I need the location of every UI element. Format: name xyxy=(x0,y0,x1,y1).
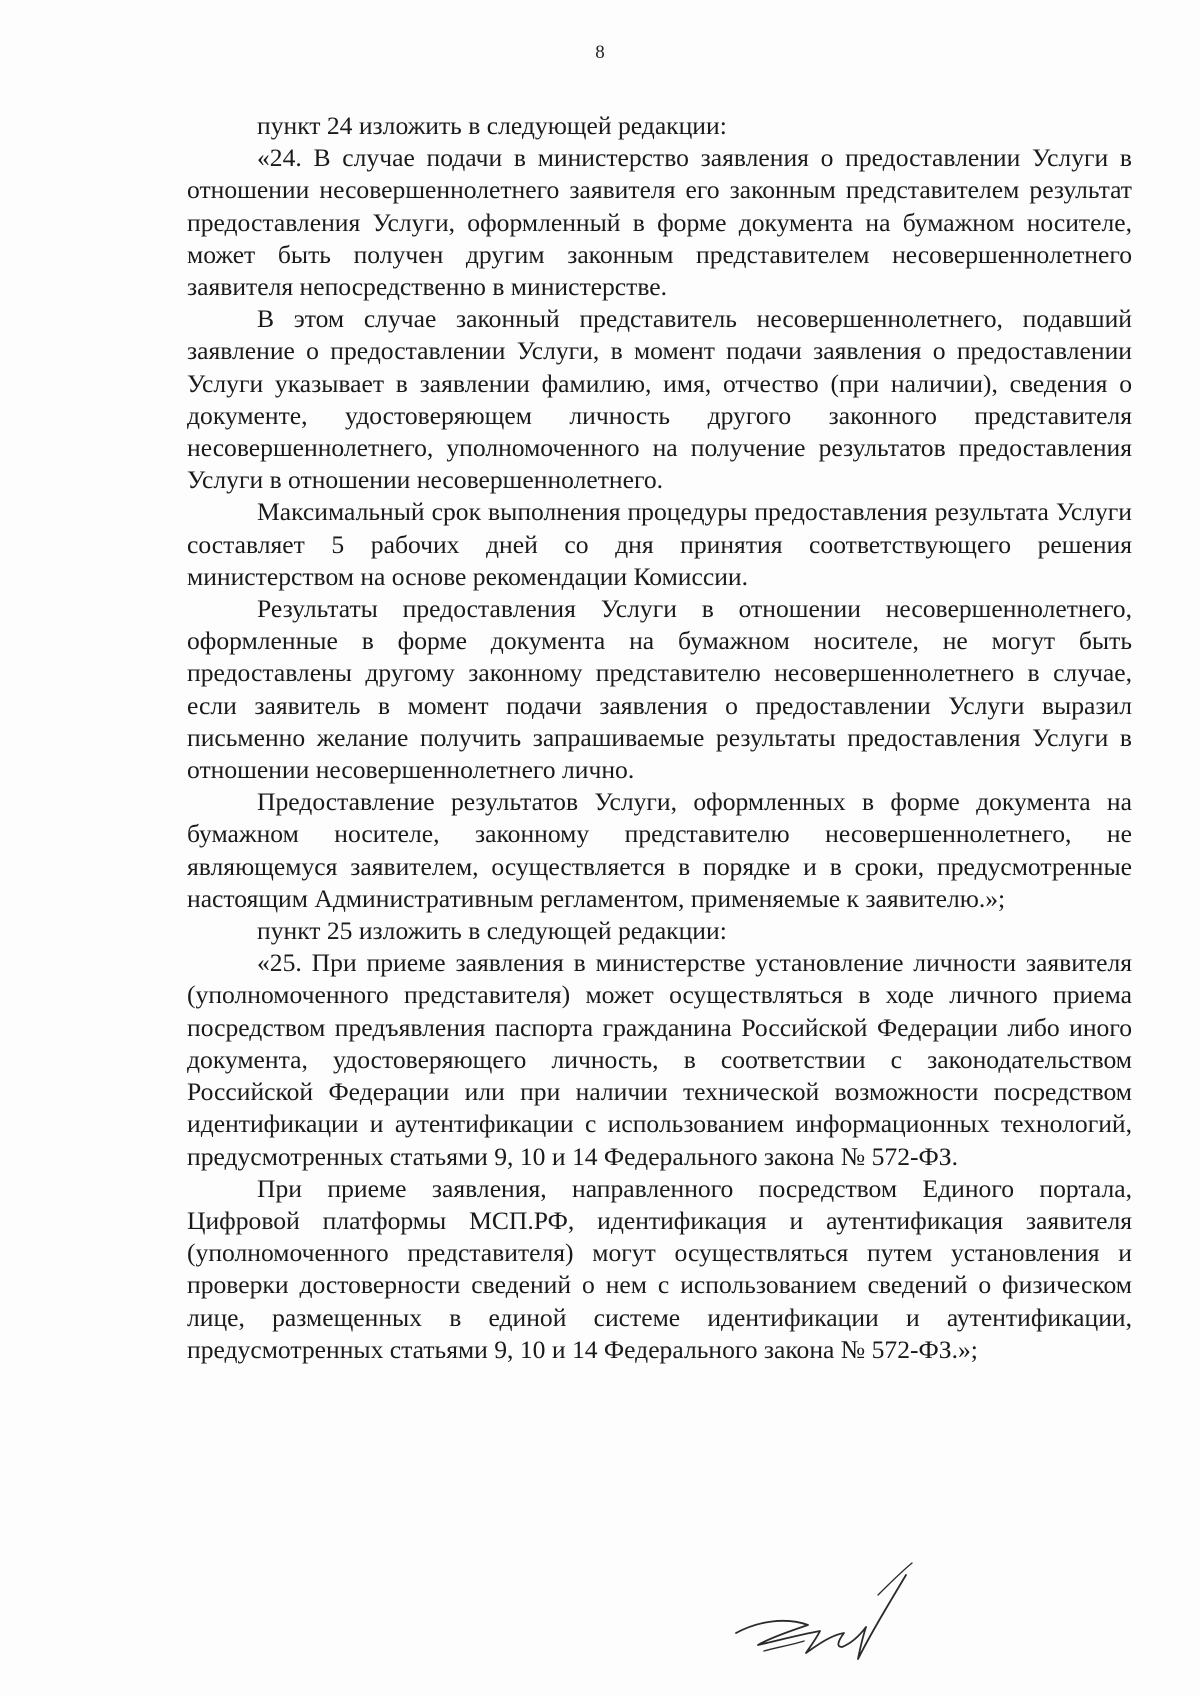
paragraph-24-main: «24. В случае подачи в министерство заявления о предоставлении Услуги в отношении несовершеннолетнего заявителя его законным представителем результат предоставления Услуги, оформленный в форме документа на бумажном носителе, может быть получен другим законным представителем несовершеннолетнего заявителя непосредственно в министерстве. xyxy=(187,143,1132,302)
paragraph-24-restriction: Результаты предоставления Услуги в отношении несовершеннолетнего, оформленные в форме документа на бумажном носителе, не могут быть предоставлены другому законному представителю несовершеннолетнего в случае, если заявитель в момент подачи заявления о предоставлении Услуги выразил письменно желание получить запрашиваемые результаты предоставления Услуги в отношении несовершеннолетнего лично. xyxy=(187,594,1132,785)
paragraph-24-delivery: Предоставление результатов Услуги, оформленных в форме документа на бумажном носителе, законному представителю несовершеннолетнего, не являющемуся заявителем, осуществляется в порядке и в сроки, предусмотренные настоящим Административным регламентом, применяемые к заявителю.»; xyxy=(187,787,1132,913)
handwritten-signature xyxy=(728,1555,928,1675)
paragraph-amend-25: пункт 25 изложить в следующей редакции: xyxy=(257,916,727,946)
paragraph-25-portal: При приеме заявления, направленного посредством Единого портала, Цифровой платформы МСП.РФ, идентификация и аутентификация заявителя (уполномоченного представителя) могут осуществляться путем установления и проверки достоверности сведений о нем с использованием сведений о физическом лице, размещенных в единой системе идентификации и аутентификации, предусмотренных статьями 9, 10 и 14 Федерального закона № 572-ФЗ.»; xyxy=(187,1173,1132,1364)
document-body xyxy=(187,110,1132,1366)
paragraph-24-representative: В этом случае законный представитель несовершеннолетнего, подавший заявление о предоставлении Услуги, в момент подачи заявления о предоставлении Услуги указывает в заявлении фамилию, имя, отчество (при наличии), сведения о документе, удостоверяющем личность другого законного представителя несовершеннолетнего, уполномоченного на получение результатов предоставления Услуги в отношении несовершеннолетнего. xyxy=(187,304,1132,495)
paragraph-amend-24: пункт 24 изложить в следующей редакции: xyxy=(257,111,727,140)
page-number: 8 xyxy=(595,42,605,63)
paragraph-25-main: «25. При приеме заявления в министерстве установление личности заявителя (уполномоченного представителя) может осуществляться в ходе личного приема посредством предъявления паспорта гражданина Российской Федерации либо иного документа, удостоверяющего личность, в соответствии с законодательством Российской Федерации или при наличии технической возможности посредством идентификации и аутентификации с использованием информационных технологий, предусмотренных статьями 9, 10 и 14 Федерального закона № 572-ФЗ. xyxy=(187,948,1132,1171)
paragraph-24-deadline: Максимальный срок выполнения процедуры предоставления результата Услуги составляет 5 рабочих дней со дня принятия соответствующего решения министерством на основе рекомендации Комиссии. xyxy=(187,497,1132,591)
